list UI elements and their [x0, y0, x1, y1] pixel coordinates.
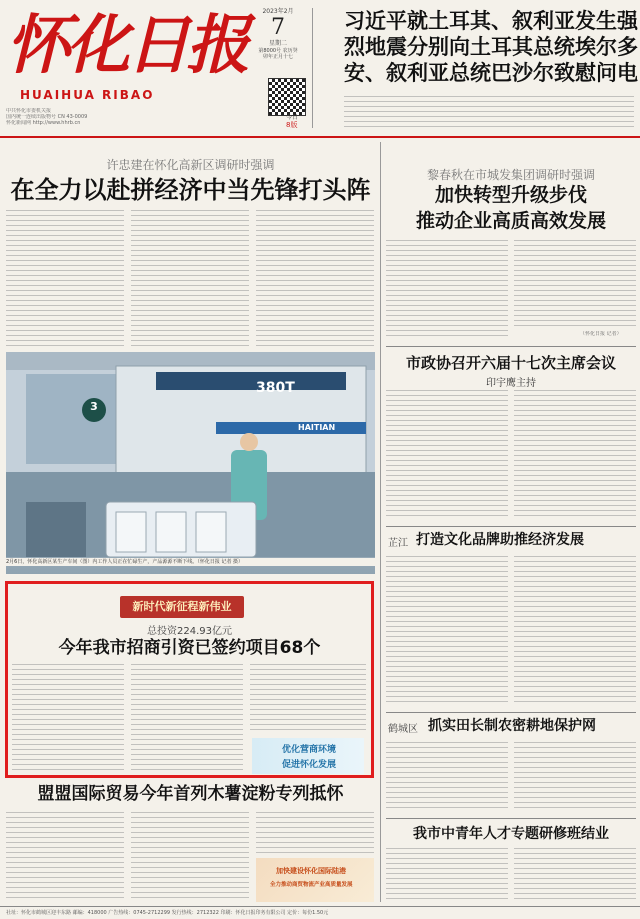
bottom-right-body-col2	[514, 848, 636, 902]
featured-ribbon: 新时代新征程新伟业	[120, 596, 244, 618]
qr-code-icon	[268, 78, 306, 116]
featured-title[interactable]: 今年我市招商引资已签约项目68个	[58, 638, 321, 658]
publisher: 中共怀化市委机关报	[6, 108, 52, 114]
lead-body-col3	[256, 210, 374, 348]
right-lead-title-line2[interactable]: 推动企业高质高效发展	[415, 210, 606, 232]
featured-promo-line1: 优化营商环境	[282, 745, 337, 755]
zhijiang-tag: 芷江	[388, 538, 408, 549]
right-rule-4	[386, 818, 636, 819]
hecheng-title[interactable]: 抓实田长制农密耕地保护网	[428, 718, 596, 734]
bottom-left-promo	[256, 858, 374, 902]
cppcc-title[interactable]: 市政协召开六届十七次主席会议	[405, 354, 616, 372]
cn-code: 国内统一连续出版物号 CN 43-0009	[6, 114, 88, 120]
featured-promo	[252, 738, 364, 774]
bottom-right-body-col1	[386, 848, 508, 902]
zhijiang-body-col2	[514, 556, 636, 706]
bottom-left-title[interactable]: 盟盟国际贸易今年首列木薯淀粉专列抵怀	[37, 784, 344, 804]
bottom-right-title[interactable]: 我市中青年人才专题研修班结业	[413, 826, 609, 842]
zhijiang-body-col1	[386, 556, 508, 706]
hecheng-tag: 鹤城区	[388, 724, 418, 735]
date-year-month: 2023年2月	[262, 8, 294, 15]
cppcc-subtitle: 印宇鹰主持	[486, 378, 536, 389]
lead-body-col2	[131, 210, 249, 348]
right-rule-1	[386, 346, 636, 347]
cppcc-body-col1	[386, 390, 508, 520]
newspaper-logo: 怀化日报	[6, 8, 246, 83]
right-lead-subtitle: 黎春秋在市城发集团调研时强调	[426, 168, 595, 182]
lead-subtitle: 许忠建在怀化高新区调研时强调	[106, 158, 275, 172]
photo-brand-label: HAITIAN	[298, 423, 336, 432]
weekday: 星期二	[268, 40, 287, 47]
featured-body-col1	[12, 664, 124, 772]
bottom-promo-line1: 加快建设怀化国际陆港	[276, 867, 346, 875]
photo-machine-label: 380T	[256, 380, 295, 396]
featured-body-col2	[131, 664, 243, 772]
photo-caption: 2月6日，怀化高新区某生产车间（图）内工作人员正在忙碌生产，产品源源不断下线。（怀化日报 记者 摄）	[6, 558, 375, 566]
top-headline[interactable]: 习近平就土耳其、叙利亚发生强烈地震分别向土耳其总统埃尔多安、叙利亚总统巴沙尔致慰问电	[344, 9, 638, 85]
bottom-left-body-col1	[6, 812, 124, 902]
top-news-body	[344, 96, 634, 130]
featured-body-col3	[250, 664, 366, 734]
masthead-rule	[0, 136, 640, 138]
bottom-left-body-col3	[256, 812, 374, 854]
right-rule-3	[386, 712, 636, 713]
right-rule-2	[386, 526, 636, 527]
photo-marker-number: 3	[90, 400, 98, 413]
right-lead-source: （怀化日报 记者）	[580, 331, 622, 337]
hecheng-body-col2	[514, 742, 636, 812]
right-lead-body-col1	[386, 240, 508, 340]
newspaper-pinyin: HUAIHUA RIBAO	[20, 88, 155, 102]
hecheng-body-col1	[386, 742, 508, 812]
date-box	[258, 8, 298, 60]
website: 怀化新闻网 http://www.hhrb.cn	[6, 120, 81, 126]
bottom-promo-line2: 全力推动商贸物流产业高质量发展	[270, 882, 353, 888]
publisher-block	[6, 108, 246, 126]
zhijiang-title[interactable]: 打造文化品牌助推经济发展	[416, 532, 584, 548]
lead-body-col1	[6, 210, 124, 348]
column-divider	[380, 142, 381, 902]
issue-info: 第8000号 农历癸卯年正月十七	[258, 48, 298, 60]
right-lead-body-col2	[514, 240, 636, 330]
featured-promo-line2: 促进怀化发展	[282, 760, 337, 770]
right-lead-title-line1[interactable]: 加快转型升级步伐	[434, 184, 587, 206]
bottom-left-body-col2	[131, 812, 249, 902]
today-label: 今日	[286, 114, 299, 121]
pages-label: 8版	[286, 121, 298, 129]
masthead-divider	[312, 8, 313, 128]
factory-scene-graphic	[6, 352, 375, 557]
cppcc-body-col2	[514, 390, 636, 520]
featured-subtitle: 总投资224.93亿元	[147, 626, 232, 637]
factory-photo	[6, 352, 375, 574]
date-day: 7	[271, 15, 285, 40]
lead-title[interactable]: 在全力以赴拼经济中当先锋打头阵	[10, 176, 371, 204]
footer: 社址：怀化市鹤城区迎丰东路 邮编：418000 广告热线：0745-2712299 发行热线：2712322 印刷：怀化日报印务有限公司 定价：每份1.50元	[0, 906, 640, 919]
